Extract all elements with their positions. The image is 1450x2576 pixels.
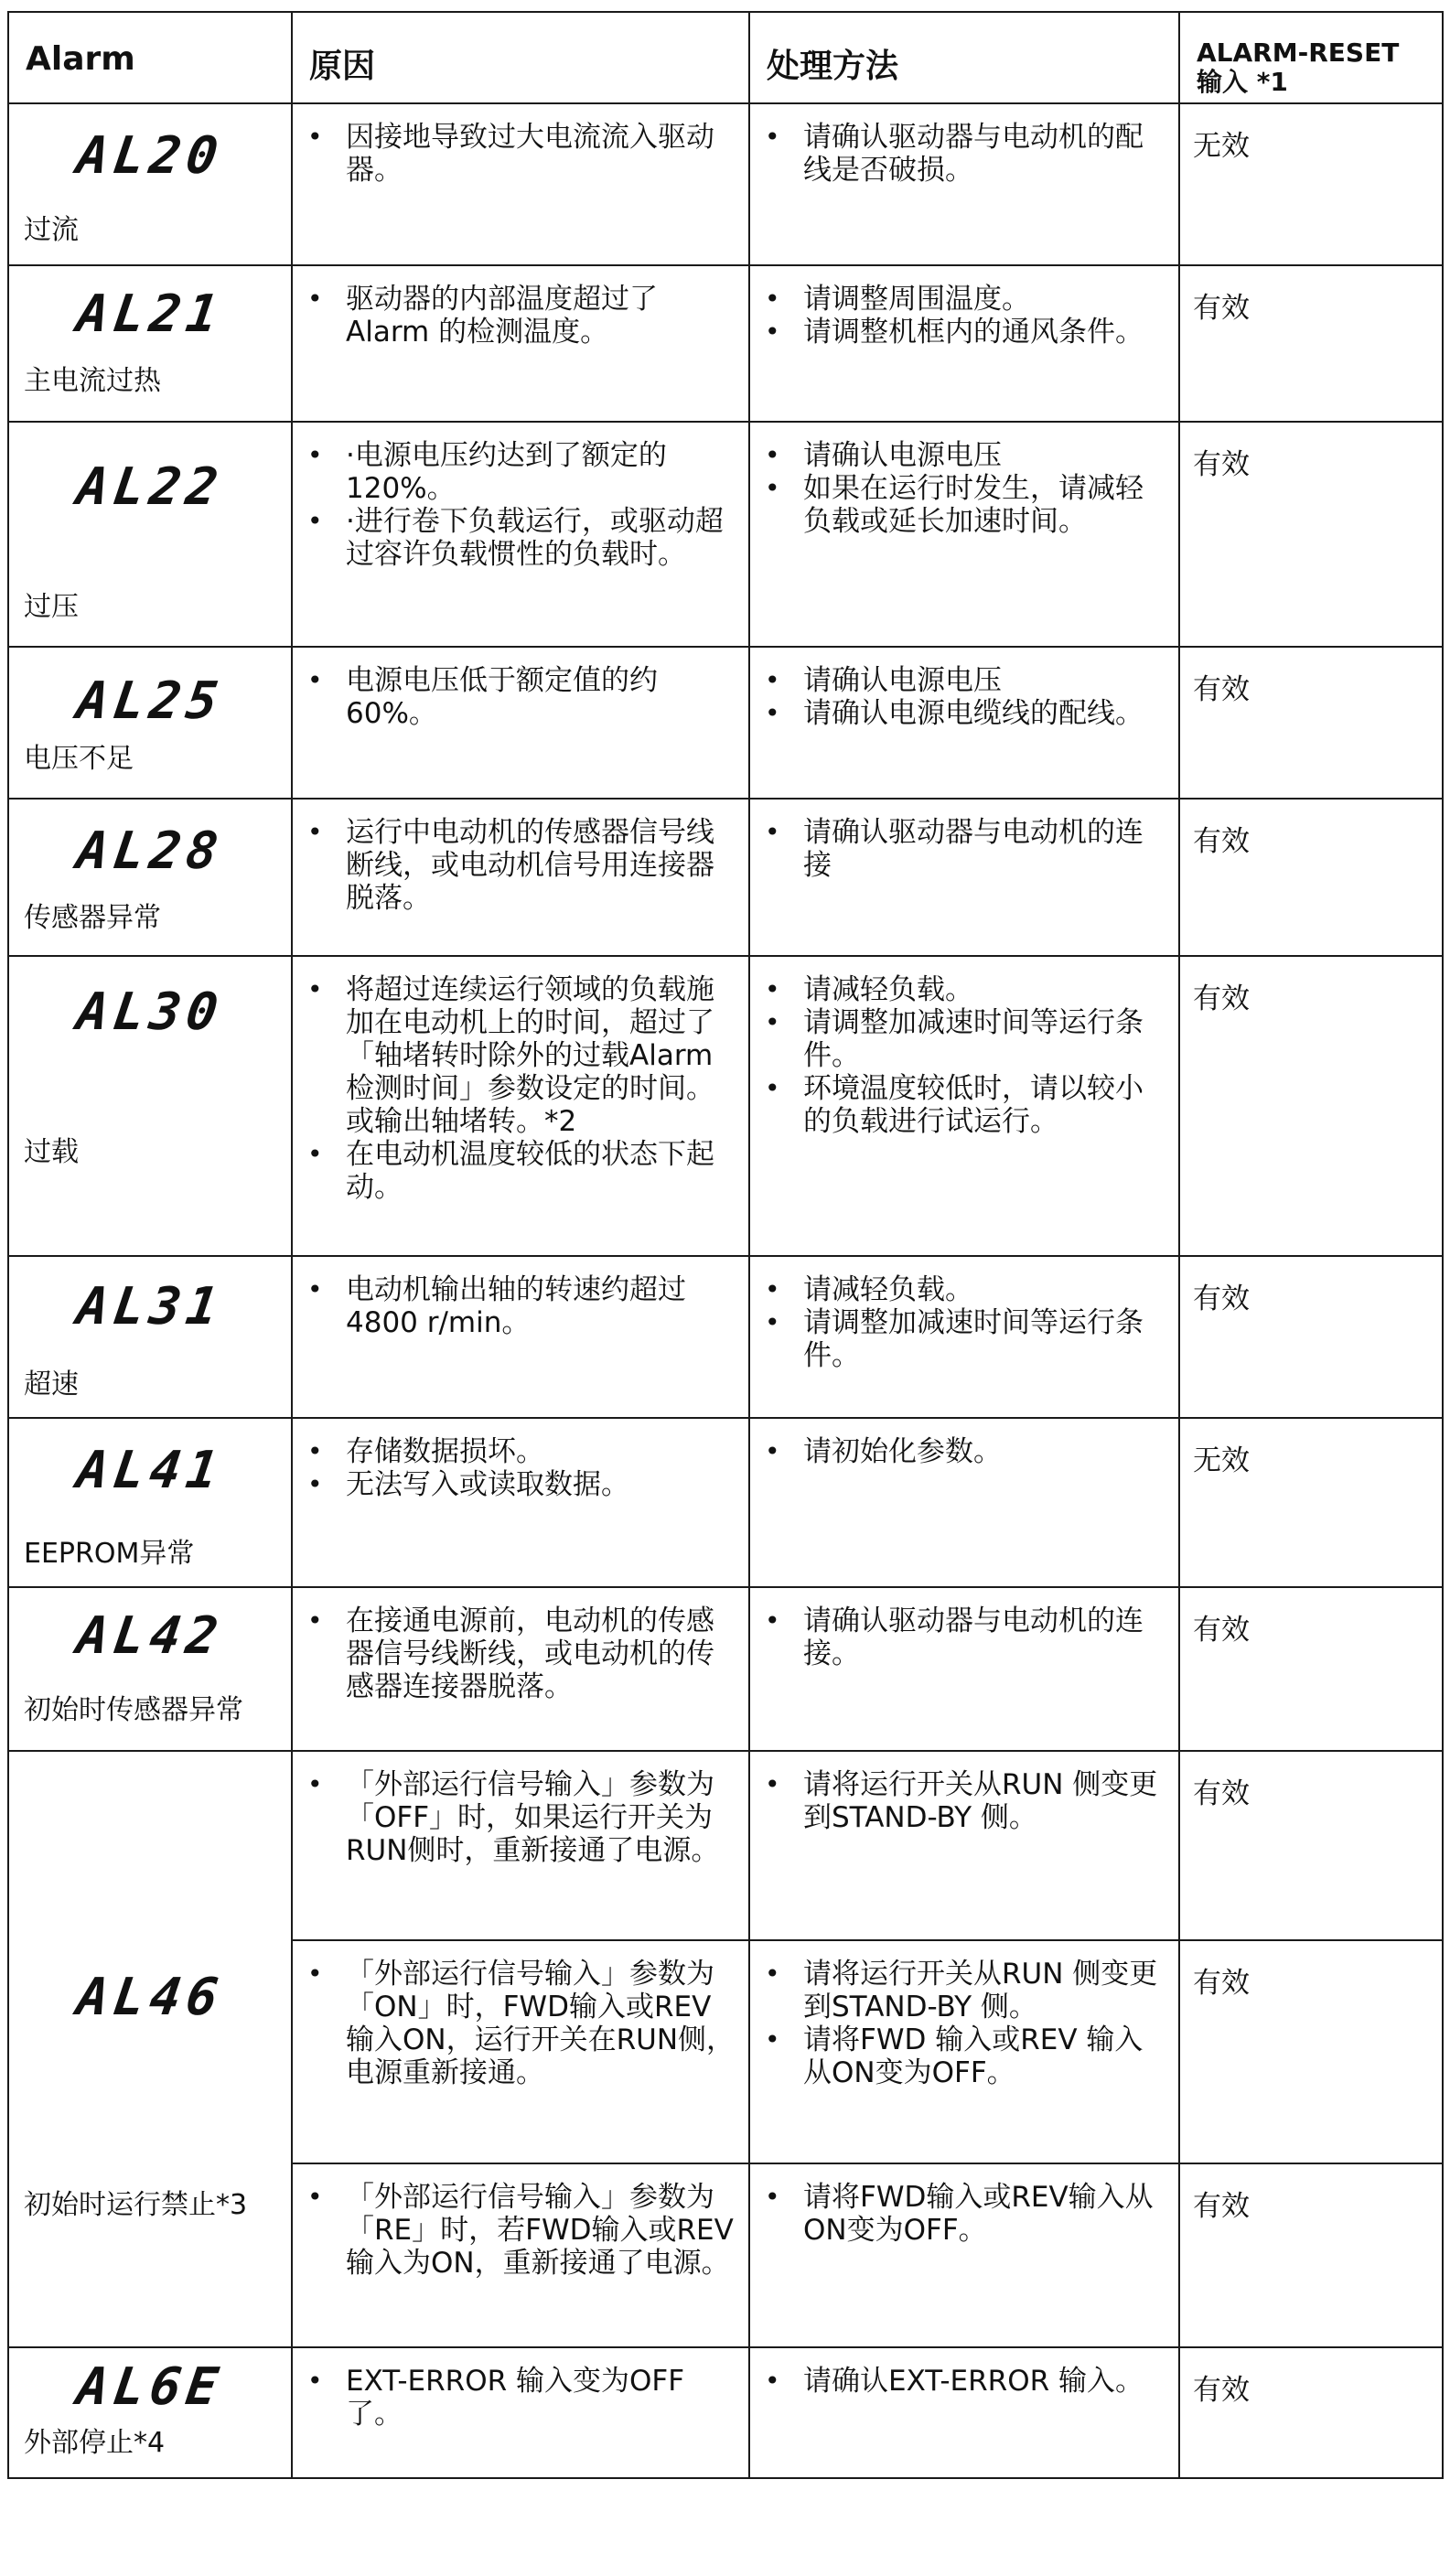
alarm-name: 过载: [24, 1136, 79, 1168]
reset-cell: [1179, 647, 1443, 799]
action-item: • 环境温度较低时，请以较小的负载进行试运行。: [763, 1072, 1167, 1138]
reset-cell: [1179, 265, 1443, 422]
cause-list: [293, 2164, 748, 2292]
alarm-row: [8, 956, 1443, 1256]
cause-list: [293, 957, 748, 1217]
reset-value: 有效: [1193, 1283, 1250, 1315]
alarm-name: 传感器异常: [24, 902, 161, 934]
reset-value: 无效: [1193, 1444, 1250, 1477]
action-list: [750, 1257, 1178, 1385]
action-cell: [749, 647, 1179, 799]
action-item: • 请减轻负载。: [763, 1273, 1167, 1306]
cause-cell: [292, 1940, 749, 2163]
alarm-code-display: AL28: [72, 821, 227, 881]
alarm-cell: [8, 265, 292, 422]
cause-item: • ·进行卷下负载运行，或驱动超过容许负载惯性的负载时。: [306, 505, 737, 571]
action-cell: [749, 1256, 1179, 1418]
cause-item: • ·电源电压约达到了额定的120%。: [306, 439, 737, 505]
action-list: [750, 1752, 1178, 1847]
cause-cell: [292, 2347, 749, 2478]
reset-value: 有效: [1193, 982, 1250, 1015]
alarm-name: 电压不足: [24, 743, 134, 775]
action-cell: [749, 956, 1179, 1256]
alarm-row: [8, 1418, 1443, 1587]
action-cell: [749, 265, 1179, 422]
header-action: 处理方法: [749, 12, 1179, 103]
alarm-cell: [8, 799, 292, 956]
alarm-code-display: AL30: [72, 982, 227, 1042]
action-list: [750, 2164, 1178, 2259]
alarm-row: [8, 2347, 1443, 2478]
reset-cell: [1179, 103, 1443, 265]
alarm-cell: [8, 647, 292, 799]
cause-list: [293, 1419, 748, 1514]
action-cell: [749, 103, 1179, 265]
cause-cell: [292, 265, 749, 422]
alarm-row: [8, 647, 1443, 799]
cause-item: • 因接地导致过大电流流入驱动器。: [306, 121, 737, 187]
reset-value: 无效: [1193, 130, 1250, 163]
reset-cell: [1179, 1940, 1443, 2163]
action-cell: [749, 2163, 1179, 2347]
alarm-cell: [8, 1587, 292, 1751]
alarm-code-display: AL42: [72, 1606, 227, 1666]
action-list: [750, 1419, 1178, 1481]
reset-cell: [1179, 1418, 1443, 1587]
alarm-name: 过流: [24, 214, 79, 246]
action-item: • 请确认驱动器与电动机的连接: [763, 816, 1167, 882]
cause-item: • 无法写入或读取数据。: [306, 1468, 737, 1501]
header-row: [8, 12, 1443, 103]
alarm-name: 初始时运行禁止*3: [24, 2189, 248, 2221]
alarm-code-display: AL22: [72, 457, 227, 517]
cause-item: • 将超过连续运行领域的负载施加在电动机上的时间，超过了「轴堵转时除外的过载Alarm检测时间」参数设定的时间。或输出轴堵转。*2: [306, 973, 737, 1138]
action-item: • 请初始化参数。: [763, 1435, 1167, 1468]
alarm-code-display: AL6E: [72, 2357, 227, 2417]
alarm-cell: [8, 422, 292, 647]
reset-value: 有效: [1193, 825, 1250, 858]
action-cell: [749, 799, 1179, 956]
action-cell: [749, 1751, 1179, 1940]
action-list: [750, 1941, 1178, 2102]
action-list: [750, 800, 1178, 895]
cause-cell: [292, 1418, 749, 1587]
cause-cell: [292, 799, 749, 956]
reset-value: 有效: [1193, 448, 1250, 481]
reset-value: 有效: [1193, 1614, 1250, 1647]
action-item: • 请调整机框内的通风条件。: [763, 316, 1167, 349]
cause-list: [293, 1752, 748, 1880]
reset-value: 有效: [1193, 2190, 1250, 2223]
alarm-row: [8, 265, 1443, 422]
reset-cell: [1179, 422, 1443, 647]
reset-value: 有效: [1193, 1777, 1250, 1810]
action-item: • 请调整加减速时间等运行条件。: [763, 1306, 1167, 1372]
alarm-row: [8, 1587, 1443, 1751]
cause-item: • EXT-ERROR 输入变为OFF了。: [306, 2365, 737, 2431]
reset-value: 有效: [1193, 673, 1250, 706]
reset-cell: [1179, 2347, 1443, 2478]
cause-item: • 驱动器的内部温度超过了Alarm 的检测温度。: [306, 283, 737, 349]
alarm-code-display: AL46: [72, 1968, 227, 2027]
cause-list: [293, 266, 748, 361]
action-cell: [749, 1418, 1179, 1587]
alarm-table: [7, 11, 1444, 2479]
alarm-code-display: AL21: [72, 284, 227, 344]
alarm-cell: [8, 1751, 292, 2347]
cause-item: • 运行中电动机的传感器信号线断线，或电动机信号用连接器脱落。: [306, 816, 737, 915]
action-item: • 请调整周围温度。: [763, 283, 1167, 316]
alarm-cell: [8, 1256, 292, 1418]
reset-value: 有效: [1193, 1967, 1250, 2000]
header-reset-line2: 输入 *1: [1197, 67, 1288, 97]
alarm-cell: [8, 103, 292, 265]
cause-cell: [292, 1751, 749, 1940]
alarm-name: 外部停止*4: [24, 2427, 166, 2459]
cause-cell: [292, 647, 749, 799]
action-list: [750, 104, 1178, 199]
cause-cell: [292, 1256, 749, 1418]
action-cell: [749, 422, 1179, 647]
reset-cell: [1179, 1751, 1443, 1940]
action-list: [750, 1588, 1178, 1683]
cause-item: • 电动机输出轴的转速约超过4800 r/min。: [306, 1273, 737, 1339]
cause-item: • 「外部运行信号输入」参数为「ON」时，FWD输入或REV输入ON，运行开关在RUN侧，电源重新接通。: [306, 1958, 737, 2089]
action-item: • 请确认驱动器与电动机的连接。: [763, 1605, 1167, 1670]
reset-cell: [1179, 799, 1443, 956]
action-item: • 请将FWD输入或REV输入从ON变为OFF。: [763, 2181, 1167, 2247]
header-reset-line1: ALARM-RESET: [1197, 38, 1400, 68]
reset-cell: [1179, 1587, 1443, 1751]
header-reset: [1179, 12, 1443, 103]
cause-item: • 在电动机温度较低的状态下起动。: [306, 1138, 737, 1204]
alarm-name: EEPROM异常: [24, 1538, 195, 1570]
cause-list: [293, 1588, 748, 1716]
cause-item: • 电源电压低于额定值的约60%。: [306, 664, 737, 730]
alarm-name: 主电流过热: [24, 365, 161, 397]
action-item: • 请将运行开关从RUN 侧变更到STAND-BY 侧。: [763, 1768, 1167, 1834]
cause-item: • 在接通电源前，电动机的传感器信号线断线，或电动机的传感器连接器脱落。: [306, 1605, 737, 1703]
cause-item: • 「外部运行信号输入」参数为「OFF」时，如果运行开关为RUN侧时，重新接通了电源。: [306, 1768, 737, 1867]
action-item: • 如果在运行时发生，请减轻负载或延长加速时间。: [763, 472, 1167, 538]
action-item: • 请确认电源电压: [763, 439, 1167, 472]
action-cell: [749, 2347, 1179, 2478]
action-list: [750, 266, 1178, 361]
alarm-code-display: AL31: [72, 1277, 227, 1336]
cause-cell: [292, 956, 749, 1256]
cause-cell: [292, 103, 749, 265]
alarm-name: 初始时传感器异常: [24, 1694, 243, 1726]
cause-list: [293, 800, 748, 928]
action-item: • 请将FWD 输入或REV 输入从ON变为OFF。: [763, 2023, 1167, 2089]
action-item: • 请减轻负载。: [763, 973, 1167, 1006]
action-list: [750, 423, 1178, 551]
action-item: • 请确认电源电缆线的配线。: [763, 697, 1167, 730]
alarm-code-display: AL41: [72, 1441, 227, 1500]
action-item: • 请将运行开关从RUN 侧变更到STAND-BY 侧。: [763, 1958, 1167, 2023]
cause-cell: [292, 1587, 749, 1751]
alarm-code-display: AL20: [72, 126, 227, 186]
reset-value: 有效: [1193, 292, 1250, 325]
action-cell: [749, 1940, 1179, 2163]
reset-cell: [1179, 956, 1443, 1256]
cause-item: • 存储数据损坏。: [306, 1435, 737, 1468]
alarm-cell: [8, 1418, 292, 1587]
cause-list: [293, 104, 748, 199]
action-cell: [749, 1587, 1179, 1751]
action-item: • 请确认EXT-ERROR 输入。: [763, 2365, 1167, 2398]
cause-list: [293, 1941, 748, 2102]
alarm-code-display: AL25: [72, 671, 227, 731]
reset-value: 有效: [1193, 2374, 1250, 2407]
alarm-row-al46: [8, 1751, 1443, 1940]
action-list: [750, 957, 1178, 1151]
header-cause: 原因: [292, 12, 749, 103]
alarm-cell: [8, 2347, 292, 2478]
cause-item: • 「外部运行信号输入」参数为「RE」时，若FWD输入或REV输入为ON，重新接通了电源。: [306, 2181, 737, 2280]
cause-list: [293, 648, 748, 743]
header-alarm: Alarm: [8, 12, 292, 103]
reset-cell: [1179, 1256, 1443, 1418]
action-list: [750, 2348, 1178, 2410]
cause-list: [293, 1257, 748, 1352]
action-item: • 请确认驱动器与电动机的配线是否破损。: [763, 121, 1167, 187]
alarm-row: [8, 103, 1443, 265]
cause-cell: [292, 422, 749, 647]
action-item: • 请确认电源电压: [763, 664, 1167, 697]
alarm-name: 过压: [24, 591, 79, 623]
alarm-row: [8, 799, 1443, 956]
reset-cell: [1179, 2163, 1443, 2347]
alarm-row: [8, 1256, 1443, 1418]
cause-list: [293, 2348, 748, 2443]
alarm-row: [8, 422, 1443, 647]
cause-list: [293, 423, 748, 584]
alarm-name: 超速: [24, 1368, 79, 1401]
action-item: • 请调整加减速时间等运行条件。: [763, 1006, 1167, 1072]
alarm-cell: [8, 956, 292, 1256]
action-list: [750, 648, 1178, 743]
cause-cell: [292, 2163, 749, 2347]
